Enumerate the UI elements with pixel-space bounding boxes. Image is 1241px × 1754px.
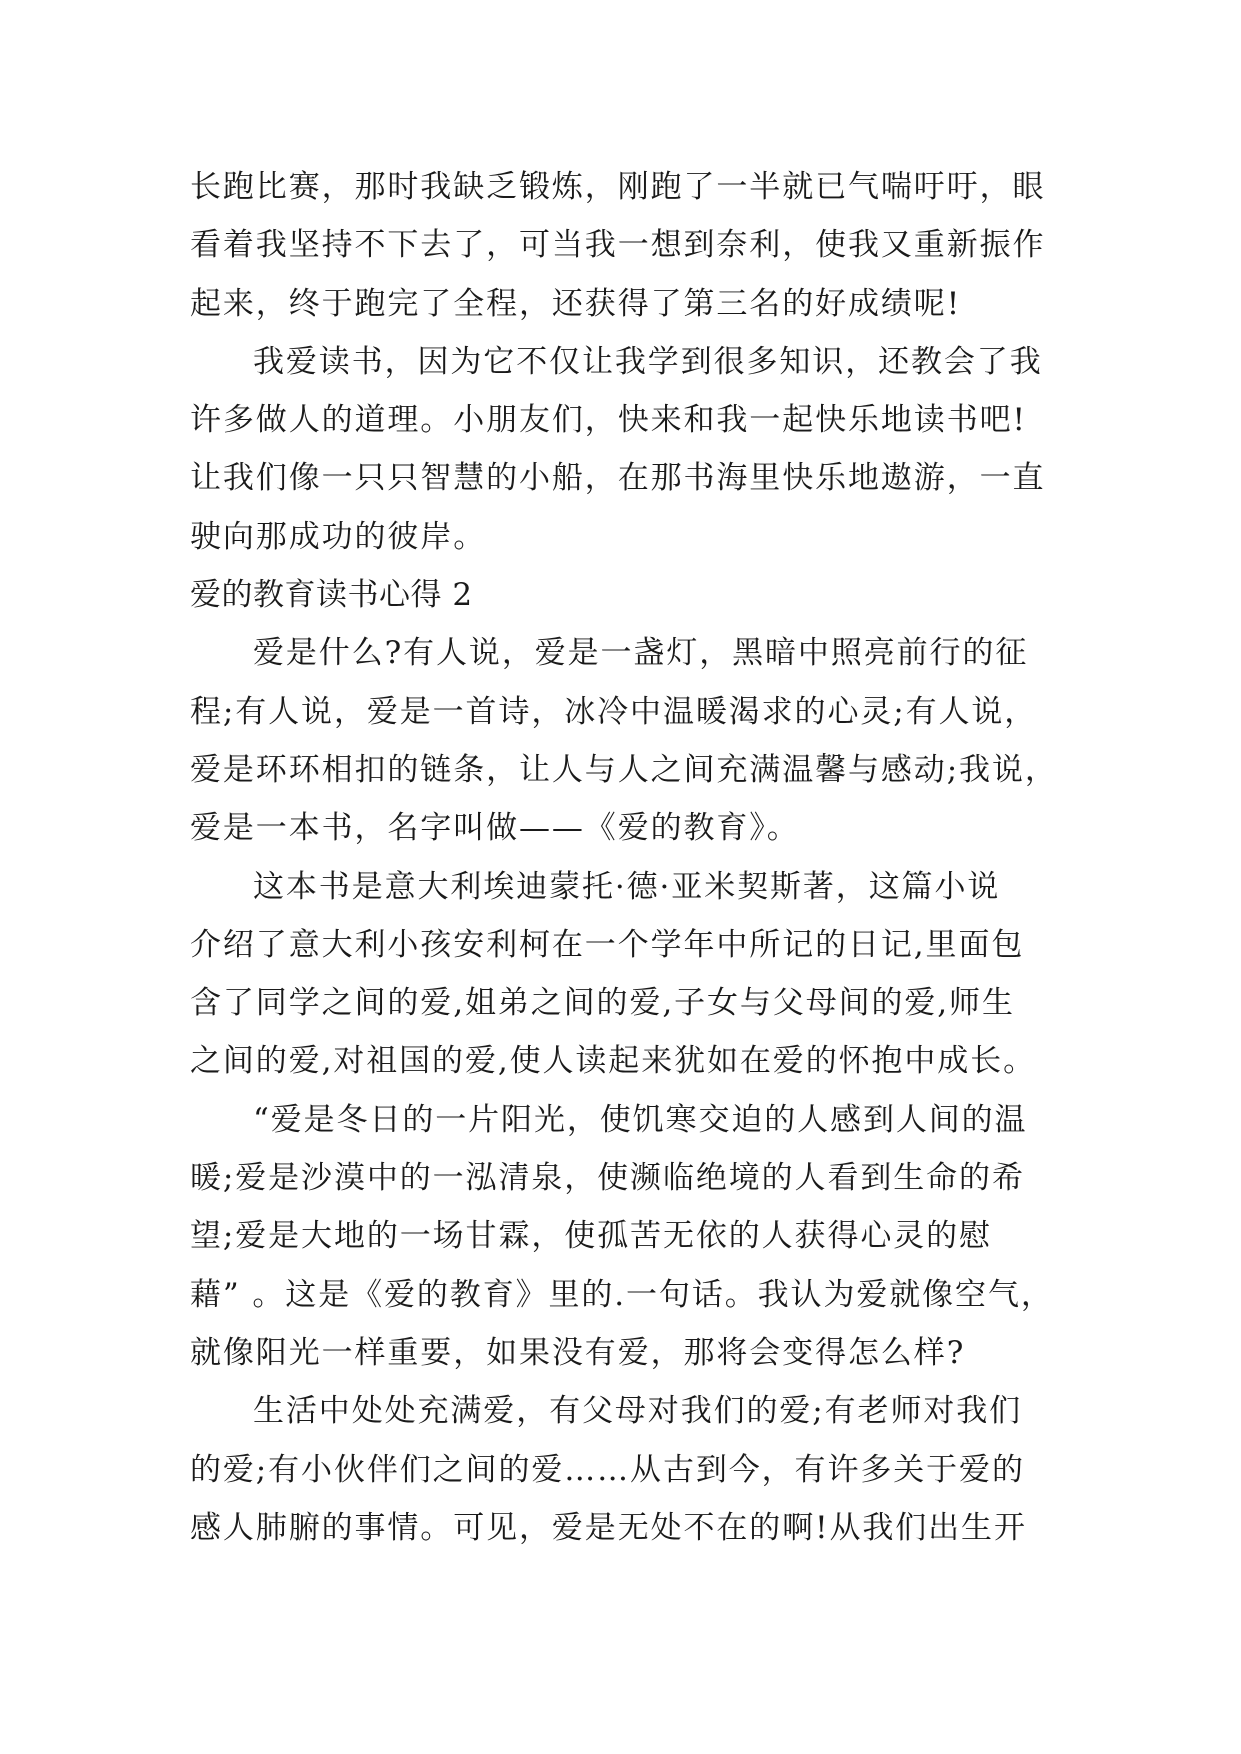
text-line: 就像阳光一样重要，如果没有爱，那将会变得怎么样? <box>190 1334 966 1371</box>
paragraph-first-line: 我爱读书，因为它不仅让我学到很多知识，还教会了我 <box>253 343 1043 380</box>
text-line: 藉” 。这是《爱的教育》里的.一句话。我认为爱就像空气， <box>190 1276 1054 1313</box>
text-line: 介绍了意大利小孩安利柯在一个学年中所记的日记,里面包 <box>190 926 1025 963</box>
text-line: 起来，终于跑完了全程，还获得了第三名的好成绩呢! <box>190 285 962 322</box>
text-line: 爱是一本书，名字叫做——《爱的教育》。 <box>190 810 800 847</box>
paragraph-first-line: 爱是什么?有人说，爱是一盏灯，黑暗中照亮前行的征 <box>253 635 1029 672</box>
text-line: 爱是环环相扣的链条，让人与人之间充满温馨与感动;我说， <box>190 751 1058 788</box>
text-line: 程;有人说，爱是一首诗，冰冷中温暖渴求的心灵;有人说， <box>190 693 1038 730</box>
paragraph-first-line: “爱是冬日的一片阳光，使饥寒交迫的人感到人间的温 <box>253 1101 1028 1138</box>
text-line: 之间的爱,对祖国的爱,使人读起来犹如在爱的怀抱中成长。 <box>190 1043 1037 1080</box>
text-line: 让我们像一只只智慧的小船，在那书海里快乐地遨游，一直 <box>190 460 1046 497</box>
text-line: 看着我坚持不下去了，可当我一想到奈利，使我又重新振作 <box>190 227 1046 264</box>
text-line: 驶向那成功的彼岸。 <box>190 518 487 555</box>
text-line: 许多做人的道理。小朋友们，快来和我一起快乐地读书吧! <box>190 402 1027 439</box>
section-heading: 爱的教育读书心得 2 <box>190 577 473 614</box>
text-line: 望;爱是大地的一场甘霖，使孤苦无依的人获得心灵的慰 <box>190 1218 992 1255</box>
text-line: 感人肺腑的事情。可见，爱是无处不在的啊!从我们出生开 <box>190 1509 1027 1546</box>
text-line: 长跑比赛，那时我缺乏锻炼，刚跑了一半就已气喘吁吁，眼 <box>190 169 1046 205</box>
text-line: 的爱;有小伙伴们之间的爱……从古到今，有许多关于爱的 <box>190 1451 1025 1488</box>
body-text <box>190 158 1058 1557</box>
text-line: 暖;爱是沙漠中的一泓清泉，使濒临绝境的人看到生命的希 <box>190 1160 1025 1197</box>
text-line: 含了同学之间的爱,姐弟之间的爱,子女与父母间的爱,师生 <box>190 985 1015 1022</box>
paragraph-first-line: 生活中处处充满爱，有父母对我们的爱;有老师对我们 <box>253 1393 1023 1430</box>
paragraph-first-line: 这本书是意大利埃迪蒙托·德·亚米契斯著，这篇小说 <box>253 868 1001 905</box>
